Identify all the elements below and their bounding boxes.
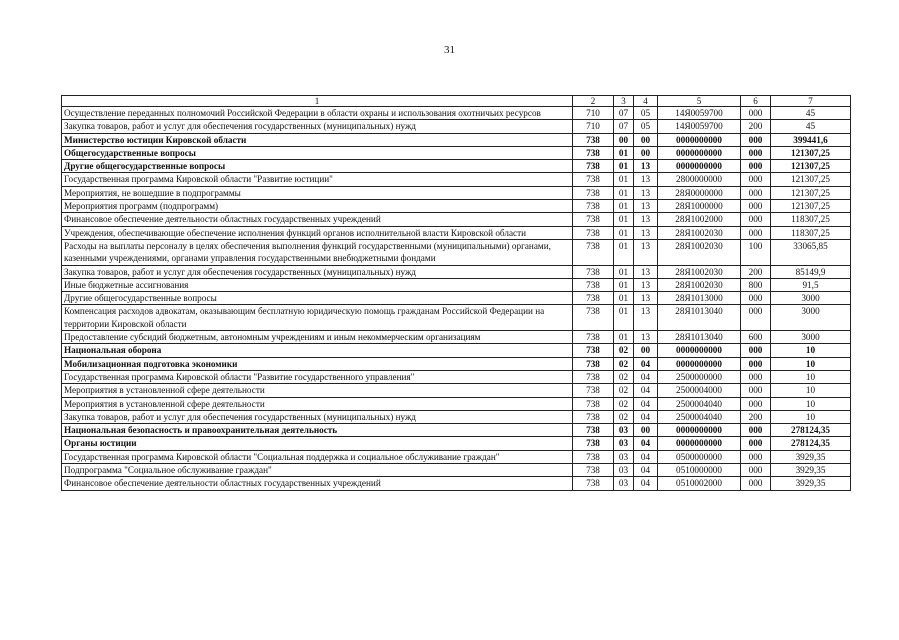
- ministry-code-cell: 738: [573, 278, 614, 291]
- target-article-cell: 28Я1013040: [658, 305, 741, 331]
- table-row: [62, 357, 851, 370]
- section-code-cell: 03: [614, 424, 634, 437]
- amount-cell: 3929,35: [771, 477, 851, 490]
- row-name-cell: Другие общегосударственные вопросы: [62, 292, 573, 305]
- amount-cell: 10: [771, 370, 851, 383]
- subsection-code-cell: 13: [634, 213, 658, 226]
- target-article-cell: 28Я1002030: [658, 265, 741, 278]
- amount-cell: 10: [771, 344, 851, 357]
- row-name-cell: Закупка товаров, работ и услуг для обеспечения государственных (муниципальных) нужд: [62, 410, 573, 423]
- expense-type-cell: 000: [741, 477, 771, 490]
- table-row: [62, 344, 851, 357]
- section-code-cell: 03: [614, 450, 634, 463]
- row-name-cell: Расходы на выплаты персоналу в целях обеспечения выполнения функций государственными (муниципальными) органами, казенными учреждениями, органами управления государственными внебюджетными фондами: [62, 239, 573, 265]
- table-row: [62, 292, 851, 305]
- amount-cell: 118307,25: [771, 226, 851, 239]
- table-row: [62, 397, 851, 410]
- amount-cell: 45: [771, 107, 851, 120]
- expense-type-cell: 200: [741, 265, 771, 278]
- expense-type-cell: 000: [741, 133, 771, 146]
- ministry-code-cell: 738: [573, 357, 614, 370]
- section-code-cell: 01: [614, 265, 634, 278]
- subsection-code-cell: 13: [634, 305, 658, 331]
- ministry-code-cell: 738: [573, 265, 614, 278]
- ministry-code-cell: 738: [573, 331, 614, 344]
- ministry-code-cell: 738: [573, 226, 614, 239]
- amount-cell: 121307,25: [771, 186, 851, 199]
- table-row: [62, 146, 851, 159]
- table-row: [62, 410, 851, 423]
- section-code-cell: 03: [614, 477, 634, 490]
- target-article-cell: 2800000000: [658, 173, 741, 186]
- header-cell: 4: [634, 96, 658, 107]
- row-name-cell: Предоставление субсидий бюджетным, автономным учреждениям и иным некоммерческим организациям: [62, 331, 573, 344]
- target-article-cell: 0500000000: [658, 450, 741, 463]
- row-name-cell: Компенсация расходов адвокатам, оказывающим бесплатную юридическую помощь гражданам Российской Федерации на территории Кировской области: [62, 305, 573, 331]
- table-row: [62, 464, 851, 477]
- ministry-code-cell: 738: [573, 437, 614, 450]
- header-cell: 6: [741, 96, 771, 107]
- expense-type-cell: 000: [741, 146, 771, 159]
- section-code-cell: 02: [614, 344, 634, 357]
- ministry-code-cell: 738: [573, 424, 614, 437]
- target-article-cell: 2500004040: [658, 397, 741, 410]
- expense-type-cell: 100: [741, 239, 771, 265]
- ministry-code-cell: 738: [573, 160, 614, 173]
- subsection-code-cell: 04: [634, 384, 658, 397]
- target-article-cell: 0000000000: [658, 133, 741, 146]
- target-article-cell: 14Я0059700: [658, 120, 741, 133]
- row-name-cell: Государственная программа Кировской области "Развитие юстиции": [62, 173, 573, 186]
- subsection-code-cell: 04: [634, 410, 658, 423]
- target-article-cell: 28Я0000000: [658, 186, 741, 199]
- subsection-code-cell: 04: [634, 450, 658, 463]
- expense-type-cell: 000: [741, 370, 771, 383]
- subsection-code-cell: 04: [634, 357, 658, 370]
- target-article-cell: 14Я0059700: [658, 107, 741, 120]
- expense-type-cell: 000: [741, 160, 771, 173]
- row-name-cell: Закупка товаров, работ и услуг для обеспечения государственных (муниципальных) нужд: [62, 120, 573, 133]
- table-row: [62, 384, 851, 397]
- subsection-code-cell: 13: [634, 239, 658, 265]
- expense-type-cell: 800: [741, 278, 771, 291]
- ministry-code-cell: 738: [573, 173, 614, 186]
- subsection-code-cell: 04: [634, 370, 658, 383]
- target-article-cell: 28Я1013000: [658, 292, 741, 305]
- expense-type-cell: 000: [741, 437, 771, 450]
- header-cell: 7: [771, 96, 851, 107]
- expense-type-cell: 000: [741, 450, 771, 463]
- ministry-code-cell: 738: [573, 146, 614, 159]
- expense-type-cell: 000: [741, 384, 771, 397]
- subsection-code-cell: 13: [634, 265, 658, 278]
- table-row: [62, 370, 851, 383]
- amount-cell: 3000: [771, 331, 851, 344]
- amount-cell: 33065,85: [771, 239, 851, 265]
- row-name-cell: Осуществление переданных полномочий Российской Федерации в области охраны и использования охотничьих ресурсов: [62, 107, 573, 120]
- ministry-code-cell: 738: [573, 477, 614, 490]
- ministry-code-cell: 738: [573, 305, 614, 331]
- section-code-cell: 01: [614, 160, 634, 173]
- expense-type-cell: 200: [741, 410, 771, 423]
- target-article-cell: 0000000000: [658, 424, 741, 437]
- table-row: [62, 305, 851, 331]
- subsection-code-cell: 04: [634, 477, 658, 490]
- budget-table: [61, 95, 851, 491]
- subsection-code-cell: 00: [634, 344, 658, 357]
- ministry-code-cell: 738: [573, 292, 614, 305]
- row-name-cell: Мероприятия в установленной сфере деятельности: [62, 384, 573, 397]
- amount-cell: 278124,35: [771, 424, 851, 437]
- target-article-cell: 28Я1013040: [658, 331, 741, 344]
- subsection-code-cell: 00: [634, 146, 658, 159]
- expense-type-cell: 000: [741, 200, 771, 213]
- amount-cell: 121307,25: [771, 160, 851, 173]
- target-article-cell: 28Я1002030: [658, 226, 741, 239]
- ministry-code-cell: 738: [573, 213, 614, 226]
- subsection-code-cell: 13: [634, 160, 658, 173]
- table-row: [62, 239, 851, 265]
- section-code-cell: 02: [614, 410, 634, 423]
- section-code-cell: 01: [614, 146, 634, 159]
- ministry-code-cell: 738: [573, 464, 614, 477]
- amount-cell: 91,5: [771, 278, 851, 291]
- amount-cell: 3929,35: [771, 450, 851, 463]
- section-code-cell: 07: [614, 107, 634, 120]
- subsection-code-cell: 13: [634, 278, 658, 291]
- expense-type-cell: 000: [741, 357, 771, 370]
- table-row: [62, 173, 851, 186]
- row-name-cell: Финансовое обеспечение деятельности областных государственных учреждений: [62, 213, 573, 226]
- target-article-cell: 28Я1002000: [658, 213, 741, 226]
- subsection-code-cell: 13: [634, 173, 658, 186]
- table-row: [62, 186, 851, 199]
- section-code-cell: 01: [614, 292, 634, 305]
- section-code-cell: 01: [614, 278, 634, 291]
- row-name-cell: Учреждения, обеспечивающие обеспечение исполнения функций органов исполнительной власти Кировской области: [62, 226, 573, 239]
- table-row: [62, 424, 851, 437]
- section-code-cell: 03: [614, 437, 634, 450]
- section-code-cell: 01: [614, 226, 634, 239]
- target-article-cell: 2500004040: [658, 410, 741, 423]
- ministry-code-cell: 738: [573, 410, 614, 423]
- expense-type-cell: 000: [741, 226, 771, 239]
- row-name-cell: Подпрограмма "Социальное обслуживание граждан": [62, 464, 573, 477]
- target-article-cell: 2500004000: [658, 384, 741, 397]
- amount-cell: 118307,25: [771, 213, 851, 226]
- subsection-code-cell: 04: [634, 397, 658, 410]
- section-code-cell: 02: [614, 357, 634, 370]
- expense-type-cell: 000: [741, 344, 771, 357]
- amount-cell: 3000: [771, 305, 851, 331]
- subsection-code-cell: 05: [634, 120, 658, 133]
- section-code-cell: 02: [614, 370, 634, 383]
- table-row: [62, 477, 851, 490]
- target-article-cell: 0000000000: [658, 146, 741, 159]
- table-row: [62, 437, 851, 450]
- target-article-cell: 0000000000: [658, 437, 741, 450]
- ministry-code-cell: 738: [573, 370, 614, 383]
- ministry-code-cell: 738: [573, 344, 614, 357]
- expense-type-cell: 000: [741, 186, 771, 199]
- subsection-code-cell: 13: [634, 186, 658, 199]
- amount-cell: 85149,9: [771, 265, 851, 278]
- ministry-code-cell: 738: [573, 239, 614, 265]
- subsection-code-cell: 13: [634, 292, 658, 305]
- expense-type-cell: 000: [741, 107, 771, 120]
- row-name-cell: Государственная программа Кировской области "Развитие государственного управления": [62, 370, 573, 383]
- target-article-cell: 28Я1000000: [658, 200, 741, 213]
- row-name-cell: Другие общегосударственные вопросы: [62, 160, 573, 173]
- expense-type-cell: 200: [741, 120, 771, 133]
- row-name-cell: Мероприятия, не вошедшие в подпрограммы: [62, 186, 573, 199]
- row-name-cell: Общегосударственные вопросы: [62, 146, 573, 159]
- header-cell: 3: [614, 96, 634, 107]
- table-row: [62, 265, 851, 278]
- section-code-cell: 00: [614, 133, 634, 146]
- ministry-code-cell: 738: [573, 384, 614, 397]
- expense-type-cell: 000: [741, 464, 771, 477]
- section-code-cell: 01: [614, 200, 634, 213]
- amount-cell: 10: [771, 397, 851, 410]
- table-row: [62, 226, 851, 239]
- row-name-cell: Государственная программа Кировской области "Социальная поддержка и социальное обслуживание граждан": [62, 450, 573, 463]
- row-name-cell: Национальная безопасность и правоохранительная деятельность: [62, 424, 573, 437]
- ministry-code-cell: 710: [573, 120, 614, 133]
- amount-cell: 10: [771, 357, 851, 370]
- section-code-cell: 02: [614, 384, 634, 397]
- target-article-cell: 28Я1002030: [658, 239, 741, 265]
- expense-type-cell: 000: [741, 213, 771, 226]
- section-code-cell: 02: [614, 397, 634, 410]
- header-cell: 2: [573, 96, 614, 107]
- amount-cell: 10: [771, 384, 851, 397]
- table-row: [62, 107, 851, 120]
- page-number: 31: [444, 44, 455, 56]
- amount-cell: 399441,6: [771, 133, 851, 146]
- expense-type-cell: 000: [741, 397, 771, 410]
- section-code-cell: 01: [614, 239, 634, 265]
- target-article-cell: 0000000000: [658, 357, 741, 370]
- subsection-code-cell: 13: [634, 331, 658, 344]
- ministry-code-cell: 738: [573, 450, 614, 463]
- row-name-cell: Мероприятия в установленной сфере деятельности: [62, 397, 573, 410]
- expense-type-cell: 000: [741, 292, 771, 305]
- amount-cell: 3000: [771, 292, 851, 305]
- expense-type-cell: 600: [741, 331, 771, 344]
- table-row: [62, 160, 851, 173]
- target-article-cell: 0510000000: [658, 464, 741, 477]
- ministry-code-cell: 738: [573, 200, 614, 213]
- expense-type-cell: 000: [741, 173, 771, 186]
- row-name-cell: Министерство юстиции Кировской области: [62, 133, 573, 146]
- ministry-code-cell: 710: [573, 107, 614, 120]
- section-code-cell: 01: [614, 186, 634, 199]
- ministry-code-cell: 738: [573, 186, 614, 199]
- amount-cell: 278124,35: [771, 437, 851, 450]
- section-code-cell: 01: [614, 305, 634, 331]
- subsection-code-cell: 13: [634, 226, 658, 239]
- ministry-code-cell: 738: [573, 133, 614, 146]
- row-name-cell: Иные бюджетные ассигнования: [62, 278, 573, 291]
- table-row: [62, 200, 851, 213]
- subsection-code-cell: 00: [634, 424, 658, 437]
- row-name-cell: Национальная оборона: [62, 344, 573, 357]
- target-article-cell: 0000000000: [658, 160, 741, 173]
- row-name-cell: Финансовое обеспечение деятельности областных государственных учреждений: [62, 477, 573, 490]
- amount-cell: 10: [771, 410, 851, 423]
- row-name-cell: Мобилизационная подготовка экономики: [62, 357, 573, 370]
- row-name-cell: Мероприятия программ (подпрограмм): [62, 200, 573, 213]
- target-article-cell: 28Я1002030: [658, 278, 741, 291]
- amount-cell: 121307,25: [771, 200, 851, 213]
- target-article-cell: 2500000000: [658, 370, 741, 383]
- table-row: [62, 331, 851, 344]
- subsection-code-cell: 04: [634, 437, 658, 450]
- ministry-code-cell: 738: [573, 397, 614, 410]
- table-header-row: [62, 96, 851, 107]
- table-row: [62, 133, 851, 146]
- table-row: [62, 120, 851, 133]
- section-code-cell: 07: [614, 120, 634, 133]
- section-code-cell: 03: [614, 464, 634, 477]
- expense-type-cell: 000: [741, 424, 771, 437]
- row-name-cell: Органы юстиции: [62, 437, 573, 450]
- subsection-code-cell: 00: [634, 133, 658, 146]
- section-code-cell: 01: [614, 213, 634, 226]
- header-cell: 1: [62, 96, 573, 107]
- table-row: [62, 450, 851, 463]
- amount-cell: 3929,35: [771, 464, 851, 477]
- expense-type-cell: 000: [741, 305, 771, 331]
- table-row: [62, 278, 851, 291]
- amount-cell: 45: [771, 120, 851, 133]
- row-name-cell: Закупка товаров, работ и услуг для обеспечения государственных (муниципальных) нужд: [62, 265, 573, 278]
- subsection-code-cell: 04: [634, 464, 658, 477]
- subsection-code-cell: 13: [634, 200, 658, 213]
- section-code-cell: 01: [614, 173, 634, 186]
- subsection-code-cell: 05: [634, 107, 658, 120]
- header-cell: 5: [658, 96, 741, 107]
- amount-cell: 121307,25: [771, 146, 851, 159]
- target-article-cell: 0510002000: [658, 477, 741, 490]
- target-article-cell: 0000000000: [658, 344, 741, 357]
- amount-cell: 121307,25: [771, 173, 851, 186]
- table-row: [62, 213, 851, 226]
- section-code-cell: 01: [614, 331, 634, 344]
